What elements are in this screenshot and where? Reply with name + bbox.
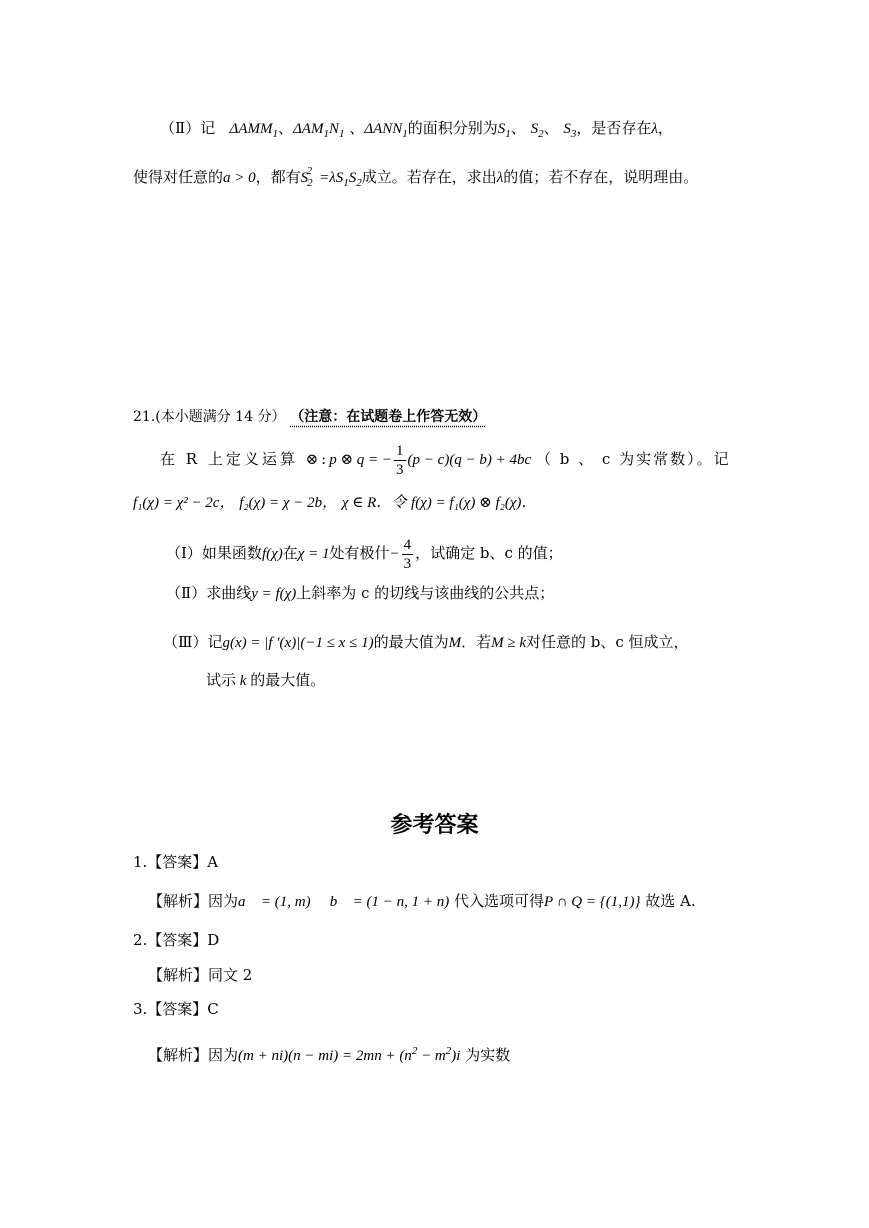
q20-part2-line2 [133, 162, 698, 194]
q20-exists-text: ，是否存在 [576, 119, 652, 137]
q21-number: 21.(本小题满分 14 分） [133, 409, 286, 425]
q21-text: 上斜率为 c 的切线与该曲线的公共点； [296, 584, 555, 602]
q21-text: ．若 [461, 633, 492, 651]
answers-title: 参考答案 [390, 813, 479, 838]
answer-1-explanation [148, 890, 696, 913]
k: k [236, 673, 251, 689]
q21-p3-prefix: （Ⅲ）记 [163, 633, 223, 651]
chi-eq-1: χ = 1 [297, 545, 330, 562]
q20-text: 成立。若存在，求出 [361, 168, 497, 186]
answer-text: 故选 A. [645, 892, 696, 910]
q20-text: ，都有 [255, 168, 301, 186]
vector-a: a⃗ = (1, m) [238, 894, 311, 910]
q21-definition [160, 442, 731, 479]
q21-header [133, 405, 486, 428]
answer-2-explanation: 【解析】同文 2 [148, 966, 253, 984]
separator: 、 [543, 119, 559, 137]
q21-text: ，试确定 b、c 的值； [415, 543, 563, 562]
q20-area-text: 的面积分别为 [407, 119, 498, 137]
q20-text: 使得对任意的 [133, 168, 224, 186]
triangle-ann1: $\Delta ANN_1$ [364, 121, 408, 140]
q21-functions [133, 491, 536, 514]
lambda: λ [651, 121, 658, 137]
answer-3-explanation [148, 1040, 510, 1067]
comma: ， [657, 119, 673, 137]
op-definition: p ⊗ q = − $\frac{1}{3}$ (p − c)(q − b) + 4bc [329, 443, 532, 478]
s2: $S_2$ [530, 121, 544, 140]
answer-text: 【解析】因为 [148, 1046, 239, 1064]
q20-part2-prefix: （Ⅱ）记 [160, 119, 216, 137]
answer-text: 【解析】因为 [148, 892, 239, 910]
s2-squared-eq: $S_2^2 =\lambda S_1S_2$ [300, 165, 362, 189]
q21-text: 在 [282, 543, 298, 562]
q21-text: 试示 [206, 671, 237, 689]
q21-note: （注意：在试题卷上作答无效） [290, 409, 487, 425]
q21-p1-prefix: （Ⅰ）如果函数 [166, 543, 262, 562]
q21-text: 处有极什 [329, 543, 390, 562]
s1: $S_1$ [497, 121, 511, 140]
f1-def: f₁(χ) = χ² − 2c， [133, 495, 235, 511]
lambda: λ [496, 170, 504, 186]
q21-text: 的最大值为 [373, 633, 449, 651]
q20-part2-line1 [160, 117, 673, 145]
complex-product: $(m + ni)(n - mi) = 2mn + (n^2 - m^2)i$ [238, 1045, 461, 1064]
answer-text: 代入选项可得 [454, 892, 545, 910]
q21-def-text: （ b 、 c 为实常数）。记 [536, 449, 731, 468]
triangle-amm1: $\Delta AMM_1$ [229, 121, 278, 140]
q21-part3-line2 [206, 669, 325, 692]
f2-def: f₂(χ) = χ − 2b， [239, 495, 338, 511]
triangle-am1n1: $\Delta AM_1N_1$ [293, 121, 345, 140]
q21-def-text: 在 R 上定义运算 ⊗: [160, 449, 330, 468]
q21-p2-prefix: （Ⅱ）求曲线 [166, 584, 252, 602]
q21-part1 [166, 536, 563, 573]
M: M [448, 635, 462, 651]
a-gt-0: a > 0 [223, 170, 256, 186]
q21-text: 对任意的 b、c 恒成立， [526, 633, 689, 651]
answer-text: 为实数 [465, 1046, 511, 1064]
separator: 、 [349, 119, 365, 137]
s3: $S_3$ [563, 121, 577, 140]
y-eq-f-chi: y = f(χ) [251, 586, 297, 602]
f-def: f(χ) = f₁(χ) ⊗ f₂(χ)． [411, 495, 537, 511]
minus-four-thirds: − $\frac{4}{3}$ [389, 537, 412, 572]
q21-part2 [166, 582, 554, 605]
answer-1-label: 1.【答案】A [133, 853, 219, 871]
q21-part3 [163, 631, 689, 654]
vector-b: b⃗ = (1 − n, 1 + n) [329, 894, 450, 910]
intersection: P ∩ Q = {(1,1)} [544, 894, 641, 910]
q21-text: 的最大值。 [250, 671, 326, 689]
separator: 、 [510, 119, 526, 137]
q20-text: 的值；若不存在，说明理由。 [503, 168, 699, 186]
answer-3-label: 3.【答案】C [133, 1000, 219, 1018]
separator: 、 [277, 119, 293, 137]
answer-2-label: 2.【答案】D [133, 931, 220, 949]
chi-in-r: χ ∈ R．令 [341, 495, 407, 511]
g-def: g(x) = |f ′(x)|(−1 ≤ x ≤ 1) [222, 635, 374, 651]
M-ge-k: M ≥ k [491, 635, 526, 651]
f-chi: f(χ) [261, 545, 283, 562]
